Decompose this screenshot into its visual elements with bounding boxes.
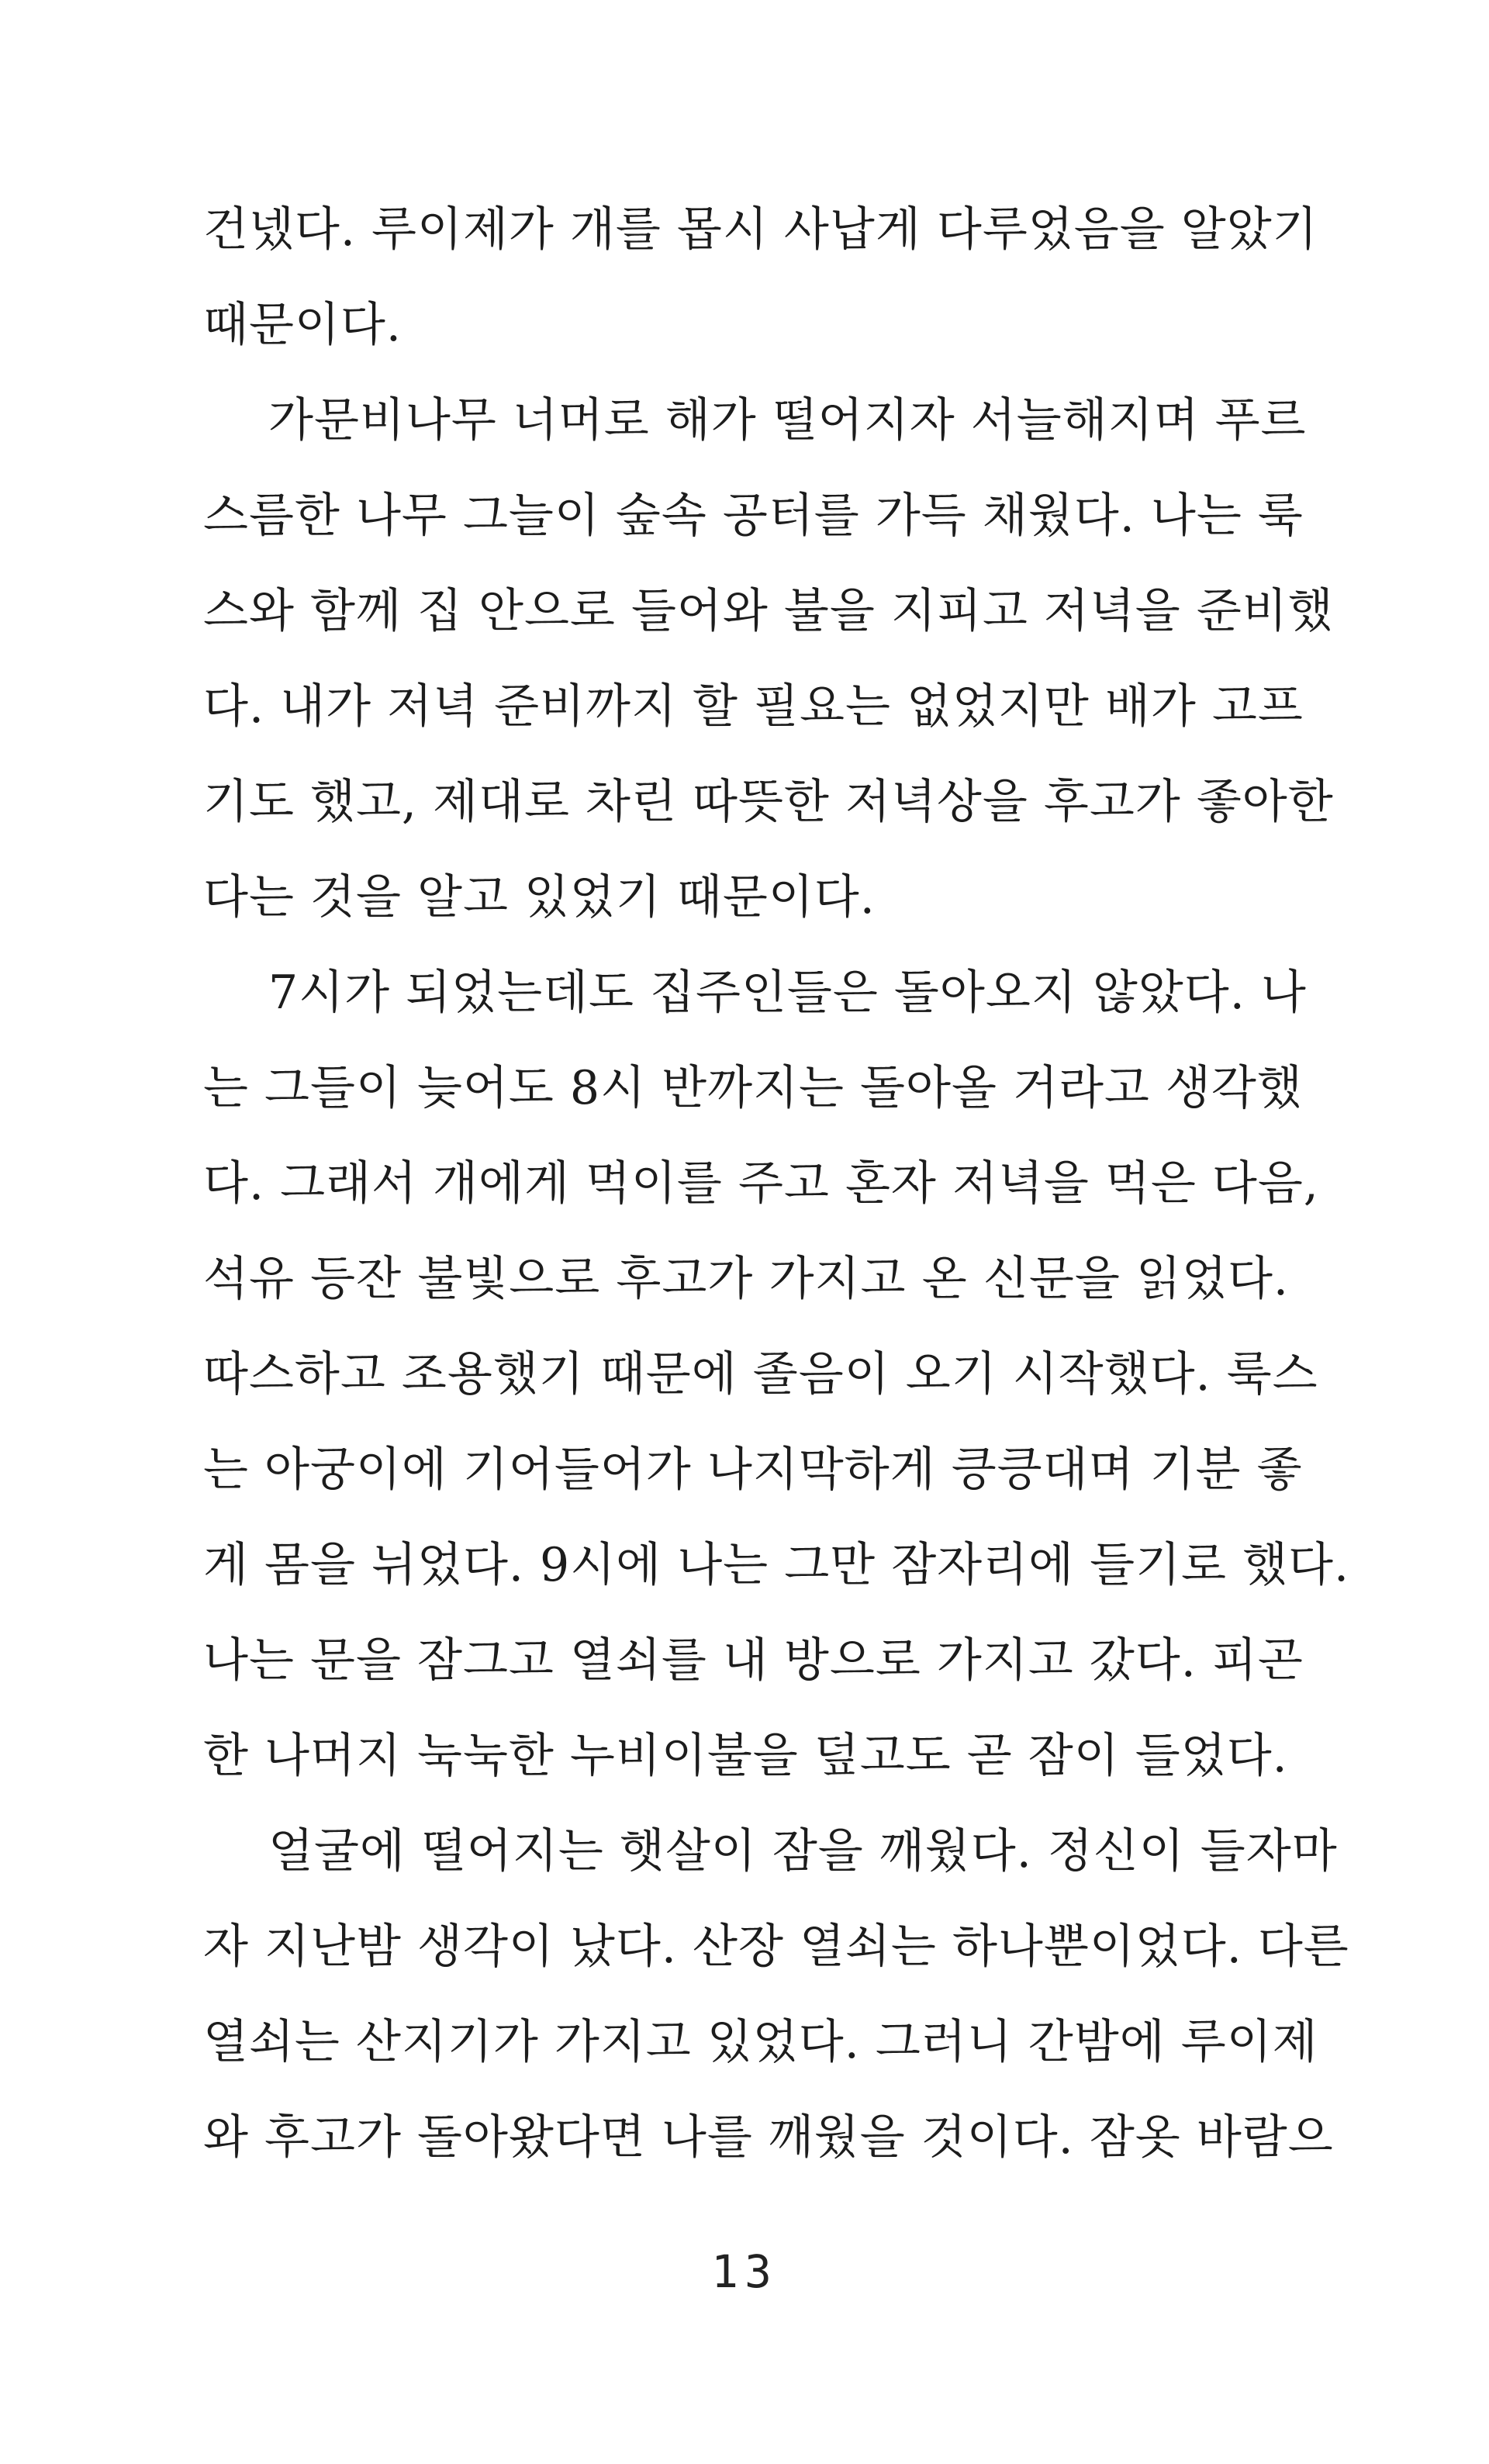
text-line: 스와 함께 집 안으로 들어와 불을 지피고 저녁을 준비했	[203, 584, 1334, 638]
text-line: 건넸다. 루이제가 개를 몹시 사납게 다루었음을 알았기	[203, 202, 1318, 257]
text-line: 따스하고 조용했기 때문에 졸음이 오기 시작했다. 룩스	[203, 1347, 1318, 1401]
text-line: 나는 문을 잠그고 열쇠를 내 방으로 가지고 갔다. 피곤	[203, 1633, 1304, 1688]
text-line: 다는 것을 알고 있었기 때문이다.	[203, 870, 876, 924]
text-line: 때문이다.	[203, 298, 402, 352]
text-line: 석유 등잔 불빛으로 후고가 가지고 온 신문을 읽었다.	[203, 1252, 1289, 1306]
text-line: 는 아궁이에 기어들어가 나지막하게 킁킁대며 기분 좋	[203, 1443, 1303, 1497]
text-line: 자 지난밤 생각이 났다. 산장 열쇠는 하나뿐이었다. 다른	[203, 1920, 1349, 1974]
text-line: 와 후고가 돌아왔다면 나를 깨웠을 것이다. 잠옷 바람으	[203, 2110, 1334, 2165]
text-line: 열쇠는 산지기가 가지고 있었다. 그러니 간밤에 루이제	[203, 2015, 1318, 2069]
text-line: 7시가 되었는데도 집주인들은 돌아오지 않았다. 나	[268, 966, 1307, 1020]
body-text	[203, 182, 1350, 2186]
text-line: 한 나머지 눅눅한 누비이불을 덮고도 곧 잠이 들었다.	[203, 1729, 1288, 1783]
page-number: 13	[711, 2245, 778, 2298]
text-line: 게 몸을 뉘었다. 9시에 나는 그만 잠자리에 들기로 했다.	[203, 1538, 1350, 1592]
text-line: 기도 했고, 제대로 차린 따뜻한 저녁상을 후고가 좋아한	[203, 775, 1334, 829]
text-line: 가문비나무 너머로 해가 떨어지자 서늘해지며 푸르	[268, 393, 1307, 448]
text-line: 다. 그래서 개에게 먹이를 주고 혼자 저녁을 먹은 다음,	[203, 1156, 1319, 1211]
text-line: 스름한 나무 그늘이 숲속 공터를 가득 채웠다. 나는 룩	[203, 489, 1304, 543]
text-line: 는 그들이 늦어도 8시 반까지는 돌아올 거라고 생각했	[203, 1061, 1303, 1115]
text-line: 얼굴에 떨어지는 햇살이 잠을 깨웠다. 정신이 들자마	[268, 1824, 1338, 1878]
text-line: 다. 내가 저녁 준비까지 할 필요는 없었지만 배가 고프	[203, 679, 1304, 734]
